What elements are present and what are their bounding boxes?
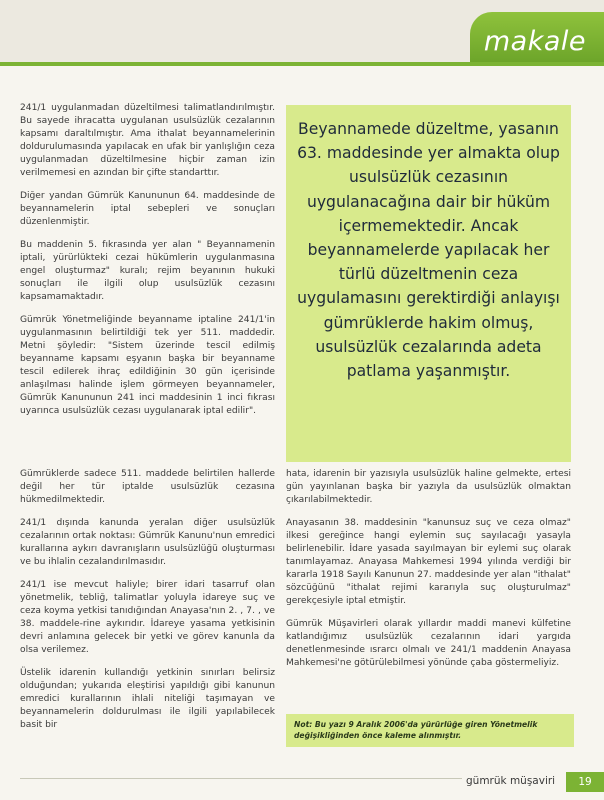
paragraph: Bu maddenin 5. fıkrasında yer alan " Beyannamenin iptali, yürürlükteki cezai hükümlerin uygulanmasına engel oluşturmaz" kuralı; rejim beyanının hukuki sonuçları ile ilgili olup usulsüzlük cezasını kapsamamaktadır. [20,240,275,302]
left-column-bottom [20,468,275,742]
paragraph: Diğer yandan Gümrük Kanununun 64. maddesinde de beyannamelerin iptal sebepleri ve sonuçları düzenlenmiştir. [20,191,275,227]
note-box: Not: Bu yazı 9 Aralık 2006'da yürürlüğe giren Yönetmelik değişikliğinden önce kaleme alınmıştır. [286,714,574,747]
paragraph: Gümrüklerde sadece 511. maddede belirtilen hallerde değil her tür iptalde usulsüzlük cezasına hükmedilmektedir. [20,469,275,505]
paragraph: 241/1 dışında kanunda yeralan diğer usulsüzlük cezalarının ortak noktası: Gümrük Kanunu'nun emredici kurallarına aykırı davranışların usulsüzlüğü oluşturması ve bu ihlalin cezalandırılmasıdır. [20,518,275,567]
pull-quote-box [286,105,571,462]
section-tab [470,12,604,62]
paragraph: hata, idarenin bir yazısıyla usulsüzlük haline gelmekte, ertesi gün yayınlanan başka bir yazıyla da usulsüzlük olmaktan çıkarılabilmektedir. [286,469,571,505]
paragraph: 241/1 uygulanmadan düzeltilmesi talimatlandırılmıştır. Bu sayede ihracatta uygulanan usulsüzlük cezalarının kapsamı daraltılmıştır. Ama ithalat beyannamelerinin doldurulumasında yapılacak en ufak bir yanlışlığın ceza uygulanmadan düzeltilmesine hiçbir zaman izin verilmemesi en azından bir çifte standarttır. [20,103,275,178]
pull-quote: Beyannamede düzeltme, yasanın 63. maddesinde yer almakta olup usulsüzlük cezasının uygulanacağına dair bir hüküm içermemektedir. Ancak beyannamelerde yapılacak her türlü düzeltmenin ceza uygulamasını gerektirdiği anlayışı gümrüklerde hakim olmuş, usulsüzlük cezalarında adeta patlama yaşanmıştır. [297,120,560,381]
paragraph: Gümrük Yönetmeliğinde beyanname iptaline 241/1'in uygulanmasının belirtildiği tek yer 511. maddedir. Metni şöyledir: "Sistem üzerinde tescil edilmiş beyanname kapsamı eşyanın başka bir beyanname tescil edilerek ihraç edildiğinin 30 gün içerisinde anlaşılması halinde işlem görmeyen beyannameler, Gümrük Kanununun 241 inci maddesinin 1 inci fıkrası uyarınca usulsüzlük cezası uygulanarak iptal edilir". [20,315,275,416]
paragraph: Üstelik idarenin kullandığı yetkinin sınırları belirsiz olduğundan; yukarıda eleştirisi yapıldığı gibi kanunun emredici kurallarının ihlali niteliği taşımayan ve beyannamelerin doldurulması ile ilgili yapılabilecek basit bir [20,668,275,730]
publication-name: gümrük müşaviri [462,775,559,787]
paragraph: Anayasanın 38. maddesinin "kanunsuz suç ve ceza olmaz" ilkesi gereğince hangi eylemin suç sayılacağı yasayla belirlenebilir. İdare yasada sayılmayan bir eylemi suç olarak tanımlayamaz. Anayasa Mahkemesi 1994 yılında verdiği bir kararla 1918 Sayılı Kanunun 27. maddesinde yer alan "ithalat" sözcüğünü "ithalat rejimi kararıyla suç oluşturulmaz" gerekçesiyle iptal etmiştir. [286,518,571,606]
right-column [286,468,571,680]
page-number: 19 [566,772,604,792]
header-rule [0,62,604,66]
left-column-top [20,102,275,428]
paragraph: 241/1 ise mevcut haliyle; birer idari tasarruf olan yönetmelik, tebliğ, talimatlar yoluyla idareye suç ve ceza koyma yetkisi tanıdığından Anayasa'nın 2. , 7. , ve 38. maddele-rine aykırıdır. İdareye yasama yetkisinin devri anlamına gelecek bir yetki ve görev kanunla da olsa verilemez. [20,580,275,655]
paragraph: Gümrük Müşavirleri olarak yıllardır maddi manevi külfetine katlandığımız usulsüzlük cezalarının idari yargıda denetlenmesinde ısrarcı olmalı ve 241/1 maddenin Anayasa Mahkemesi'ne götürülebilmesi yönünde çaba göstermeliyiz. [286,619,571,668]
section-title: makale [483,26,586,57]
